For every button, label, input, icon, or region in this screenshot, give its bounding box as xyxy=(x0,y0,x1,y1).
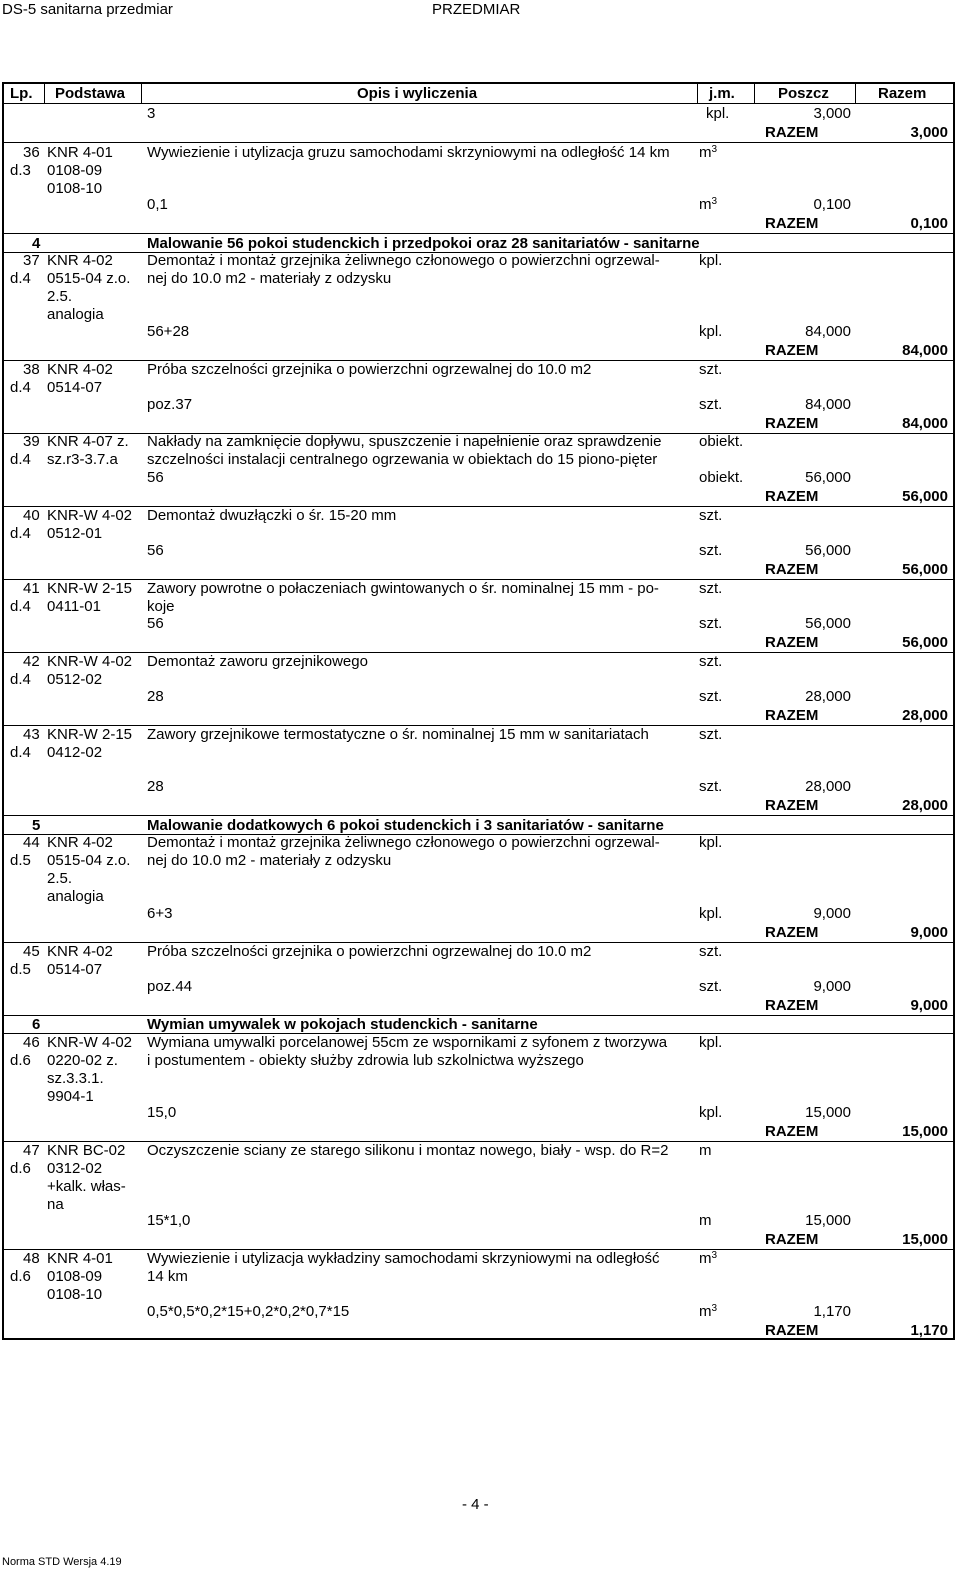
unit: szt. xyxy=(699,507,723,524)
calc-expression: 0,5*0,5*0,2*15+0,2*0,2*0,7*15 xyxy=(147,1303,350,1320)
basis-line: KNR-W 4-02 xyxy=(47,653,133,670)
item-chapter: d.4 xyxy=(10,671,31,688)
razem-label: RAZEM xyxy=(765,1123,819,1140)
basis-line: analogia xyxy=(47,888,104,905)
description-line: Wymiana umywalki porcelanowej 55cm ze wspornikami z syfonem z tworzywa xyxy=(147,1034,668,1051)
col-poszcz: Poszcz xyxy=(778,85,829,102)
poszcz-value: 84,000 xyxy=(805,396,851,413)
basis-line: KNR 4-02 xyxy=(47,834,113,851)
basis-line: 0411-01 xyxy=(47,598,101,615)
razem-label: RAZEM xyxy=(765,997,819,1014)
basis-line: 0108-10 xyxy=(47,1286,103,1303)
basis-line: KNR 4-07 z. xyxy=(47,433,129,450)
basis-line: 0108-09 xyxy=(47,1268,103,1285)
item-number: 37 xyxy=(23,252,40,269)
header-divider xyxy=(44,84,45,104)
section-title: Malowanie dodatkowych 6 pokoi studenckich i 3 sanitariatów - sanitarne xyxy=(147,817,664,834)
description-line: Zawory powrotne o połaczeniach gwintowanych o śr. nominalnej 15 mm - po- xyxy=(147,580,659,597)
basis-line: 2.5. xyxy=(47,870,73,887)
razem-label: RAZEM xyxy=(765,342,819,359)
razem-value: 56,000 xyxy=(902,488,948,505)
basis-line: 0512-01 xyxy=(47,525,103,542)
unit: $m^3$ xyxy=(699,144,718,161)
basis-line: 0312-02 xyxy=(47,1160,103,1177)
col-jm: j.m. xyxy=(709,85,735,102)
item-number: 40 xyxy=(23,507,40,524)
section-title: PRZEDMIAR xyxy=(432,1,521,18)
razem-value: 3,000 xyxy=(910,124,948,141)
description-line: Demontaż zaworu grzejnikowego xyxy=(147,653,368,670)
calc-unit: szt. xyxy=(699,978,723,995)
unit: obiekt. xyxy=(699,433,744,450)
poszcz-value: 9,000 xyxy=(813,905,851,922)
razem-label: RAZEM xyxy=(765,707,819,724)
calc-expression: 6+3 xyxy=(147,905,173,922)
description-line: Oczyszczenie sciany ze starego silikonu i montaz nowego, biały - wsp. do R=2 xyxy=(147,1142,669,1159)
header-divider xyxy=(754,84,755,104)
calc-expression: 3 xyxy=(147,105,156,122)
description-line: 14 km xyxy=(147,1268,188,1285)
basis-line: KNR BC-02 xyxy=(47,1142,126,1159)
basis-line: 0108-10 xyxy=(47,180,103,197)
description-line: Zawory grzejnikowe termostatyczne o śr. nominalnej 15 mm w sanitariatach xyxy=(147,726,649,743)
item-number: 46 xyxy=(23,1034,40,1051)
basis-line: 0514-07 xyxy=(47,961,103,978)
basis-line: KNR-W 2-15 xyxy=(47,726,133,743)
poszcz-value: 56,000 xyxy=(805,615,851,632)
page-number: - 4 - xyxy=(462,1496,489,1513)
basis-line: 0515-04 z.o. xyxy=(47,852,131,869)
item-number: 39 xyxy=(23,433,40,450)
poszcz-value: 0,100 xyxy=(813,196,851,213)
unit: kpl. xyxy=(699,252,723,269)
calc-expression: 15*1,0 xyxy=(147,1212,191,1229)
basis-line: KNR-W 4-02 xyxy=(47,507,133,524)
basis-line: KNR 4-02 xyxy=(47,943,113,960)
razem-label: RAZEM xyxy=(765,924,819,941)
basis-line: sz.r3-3.7.a xyxy=(47,451,118,468)
unit: szt. xyxy=(699,653,723,670)
razem-label: RAZEM xyxy=(765,488,819,505)
item-chapter: d.4 xyxy=(10,525,31,542)
description-line: Demontaż i montaż grzejnika żeliwnego członowego o powierzchni ogrzewal- xyxy=(147,834,660,851)
calc-unit: kpl. xyxy=(699,905,723,922)
calc-expression: 0,1 xyxy=(147,196,168,213)
razem-value: 28,000 xyxy=(902,797,948,814)
basis-line: 0108-09 xyxy=(47,162,103,179)
item-number: 41 xyxy=(23,580,40,597)
unit: szt. xyxy=(699,361,723,378)
basis-line: KNR-W 2-15 xyxy=(47,580,133,597)
item-chapter: d.6 xyxy=(10,1052,31,1069)
razem-label: RAZEM xyxy=(765,215,819,232)
item-chapter: d.4 xyxy=(10,744,31,761)
basis-line: KNR 4-02 xyxy=(47,252,113,269)
unit: szt. xyxy=(699,943,723,960)
razem-value: 1,170 xyxy=(910,1322,948,1339)
razem-value: 28,000 xyxy=(902,707,948,724)
calc-expression: 56 xyxy=(147,542,164,559)
razem-label: RAZEM xyxy=(765,1231,819,1248)
col-razem: Razem xyxy=(878,85,927,102)
basis-line: KNR 4-02 xyxy=(47,361,113,378)
calc-expression: poz.37 xyxy=(147,396,193,413)
unit: szt. xyxy=(699,580,723,597)
unit: m xyxy=(699,1142,712,1159)
description-line: Demontaż i montaż grzejnika żeliwnego członowego o powierzchni ogrzewal- xyxy=(147,252,660,269)
description-line: nej do 10.0 m2 - materiały z odzysku xyxy=(147,270,392,287)
poszcz-value: 15,000 xyxy=(805,1104,851,1121)
section-number: 5 xyxy=(32,817,41,834)
basis-line: 0514-07 xyxy=(47,379,103,396)
calc-expression: poz.44 xyxy=(147,978,193,995)
razem-label: RAZEM xyxy=(765,634,819,651)
calc-unit: $m^3$ xyxy=(699,196,718,213)
description-line: szczelności instalacji centralnego ogrzewania w obiektach do 15 piono-pięter xyxy=(147,451,658,468)
poszcz-value: 9,000 xyxy=(813,978,851,995)
description-line: i postumentem - obiekty służby zdrowia lub szkolnictwa wyższego xyxy=(147,1052,584,1069)
calc-unit: szt. xyxy=(699,542,723,559)
calc-unit: szt. xyxy=(699,615,723,632)
description-line: Wywiezienie i utylizacja wykładziny samochodami skrzyniowymi na odległość xyxy=(147,1250,660,1267)
razem-value: 15,000 xyxy=(902,1123,948,1140)
header-divider xyxy=(697,84,698,104)
basis-line: 0515-04 z.o. xyxy=(47,270,131,287)
basis-line: na xyxy=(47,1196,64,1213)
item-number: 38 xyxy=(23,361,40,378)
item-chapter: d.4 xyxy=(10,451,31,468)
calc-unit: $m^3$ xyxy=(699,1303,718,1320)
basis-line: KNR 4-01 xyxy=(47,144,113,161)
col-opis: Opis i wyliczenia xyxy=(357,85,478,102)
calc-expression: 28 xyxy=(147,688,164,705)
item-number: 48 xyxy=(23,1250,40,1267)
razem-value: 9,000 xyxy=(910,924,948,941)
item-chapter: d.4 xyxy=(10,598,31,615)
item-number: 47 xyxy=(23,1142,40,1159)
basis-line: KNR 4-01 xyxy=(47,1250,113,1267)
item-chapter: d.5 xyxy=(10,961,31,978)
calc-expression: 28 xyxy=(147,778,164,795)
unit: kpl. xyxy=(699,1034,723,1051)
item-chapter: d.3 xyxy=(10,162,31,179)
section-title: Malowanie 56 pokoi studenckich i przedpokoi oraz 28 sanitariatów - sanitarne xyxy=(147,235,700,252)
col-podstawa: Podstawa xyxy=(55,85,126,102)
calc-expression: 56+28 xyxy=(147,323,190,340)
item-chapter: d.4 xyxy=(10,270,31,287)
item-chapter: d.6 xyxy=(10,1160,31,1177)
basis-line: 2.5. xyxy=(47,288,73,305)
calc-unit: obiekt. xyxy=(699,469,744,486)
basis-line: 0412-02 xyxy=(47,744,103,761)
description-line: Wywiezienie i utylizacja gruzu samochodami skrzyniowymi na odległość 14 km xyxy=(147,144,670,161)
razem-value: 56,000 xyxy=(902,634,948,651)
razem-label: RAZEM xyxy=(765,797,819,814)
table-header xyxy=(2,84,953,104)
unit: szt. xyxy=(699,726,723,743)
description-line: Nakłady na zamknięcie dopływu, spuszczenie i napełnienie oraz sprawdzenie xyxy=(147,433,662,450)
basis-line: +kalk. włas- xyxy=(47,1178,126,1195)
razem-value: 15,000 xyxy=(902,1231,948,1248)
description-line: Próba szczelności grzejnika o powierzchni ogrzewalnej do 10.0 m2 xyxy=(147,361,592,378)
item-number: 45 xyxy=(23,943,40,960)
row-divider xyxy=(2,142,953,143)
calc-unit: szt. xyxy=(699,688,723,705)
basis-line: analogia xyxy=(47,306,104,323)
razem-label: RAZEM xyxy=(765,1322,819,1339)
calc-expression: 56 xyxy=(147,469,164,486)
header-divider xyxy=(141,84,142,104)
unit: $m^3$ xyxy=(699,1250,718,1267)
footer-note: Norma STD Wersja 4.19 xyxy=(2,1556,122,1568)
description-line: Próba szczelności grzejnika o powierzchni ogrzewalnej do 10.0 m2 xyxy=(147,943,592,960)
calc-unit: szt. xyxy=(699,396,723,413)
header-divider xyxy=(855,84,856,104)
razem-value: 0,100 xyxy=(910,215,948,232)
razem-label: RAZEM xyxy=(765,561,819,578)
description-line: Demontaż dwuzłączki o śr. 15-20 mm xyxy=(147,507,397,524)
row-divider xyxy=(2,233,953,234)
item-chapter: d.5 xyxy=(10,852,31,869)
row-divider xyxy=(2,652,953,653)
section-number: 4 xyxy=(32,235,41,252)
basis-line: sz.3.3.1. xyxy=(47,1070,104,1087)
document-title: DS-5 sanitarna przedmiar xyxy=(2,1,173,18)
item-number: 43 xyxy=(23,726,40,743)
description-line: koje xyxy=(147,598,175,615)
section-title: Wymian umywalek w pokojach studenckich - sanitarne xyxy=(147,1016,538,1033)
calc-expression: 15,0 xyxy=(147,1104,177,1121)
basis-line: 0512-02 xyxy=(47,671,103,688)
calc-unit: kpl. xyxy=(699,323,723,340)
calc-unit: kpl. xyxy=(706,105,730,122)
item-chapter: d.6 xyxy=(10,1268,31,1285)
basis-line: 0220-02 z. xyxy=(47,1052,118,1069)
razem-value: 84,000 xyxy=(902,415,948,432)
section-number: 6 xyxy=(32,1016,41,1033)
razem-label: RAZEM xyxy=(765,415,819,432)
row-divider xyxy=(2,506,953,507)
description-line: nej do 10.0 m2 - materiały z odzysku xyxy=(147,852,392,869)
poszcz-value: 56,000 xyxy=(805,542,851,559)
basis-line: 9904-1 xyxy=(47,1088,94,1105)
poszcz-value: 84,000 xyxy=(805,323,851,340)
basis-line: KNR-W 4-02 xyxy=(47,1034,133,1051)
calc-unit: kpl. xyxy=(699,1104,723,1121)
poszcz-value: 1,170 xyxy=(813,1303,851,1320)
unit: kpl. xyxy=(699,834,723,851)
item-number: 36 xyxy=(23,144,40,161)
calc-unit: m xyxy=(699,1212,712,1229)
item-chapter: d.4 xyxy=(10,379,31,396)
poszcz-value: 28,000 xyxy=(805,778,851,795)
calc-expression: 56 xyxy=(147,615,164,632)
razem-value: 84,000 xyxy=(902,342,948,359)
item-number: 42 xyxy=(23,653,40,670)
poszcz-value: 56,000 xyxy=(805,469,851,486)
razem-value: 56,000 xyxy=(902,561,948,578)
razem-value: 9,000 xyxy=(910,997,948,1014)
razem-label: RAZEM xyxy=(765,124,819,141)
col-lp: Lp. xyxy=(10,85,33,102)
poszcz-value: 15,000 xyxy=(805,1212,851,1229)
poszcz-value: 28,000 xyxy=(805,688,851,705)
calc-unit: szt. xyxy=(699,778,723,795)
item-number: 44 xyxy=(23,834,40,851)
row-divider xyxy=(2,815,953,816)
poszcz-value: 3,000 xyxy=(813,105,851,122)
